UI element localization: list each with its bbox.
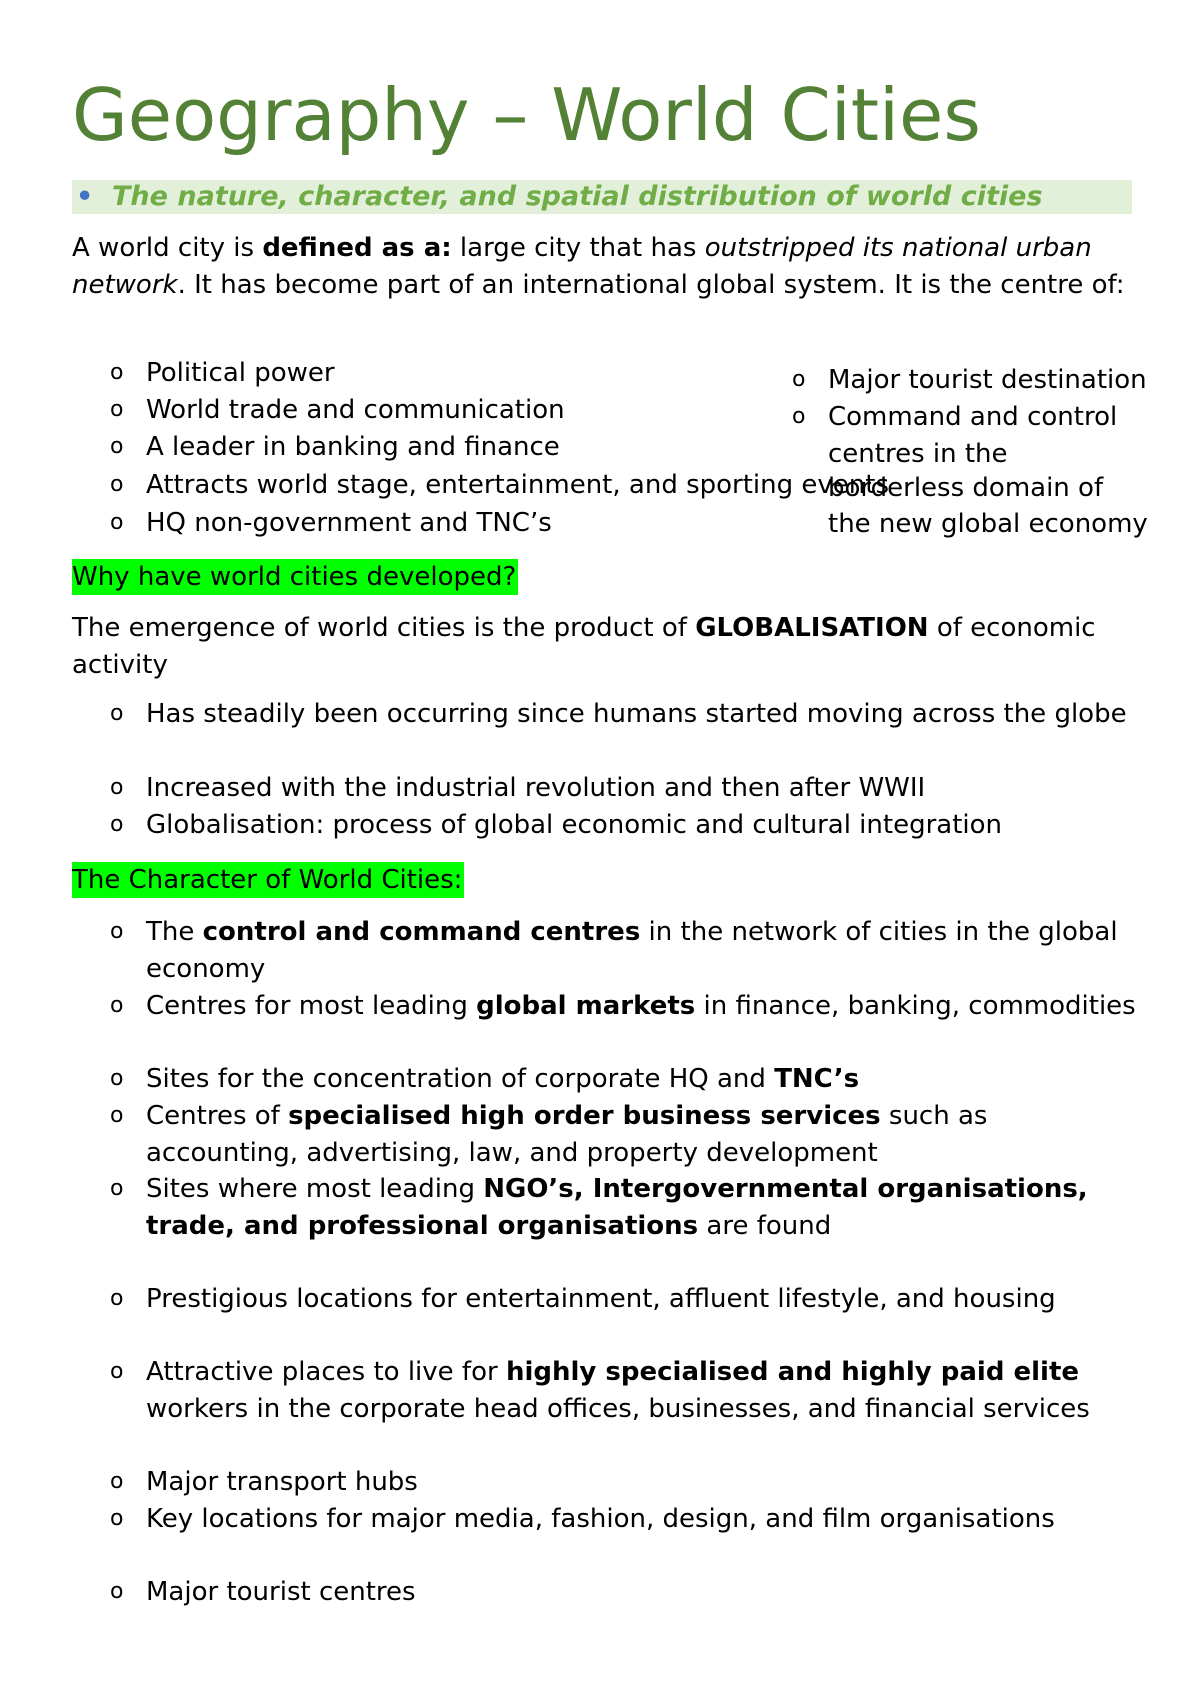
circle-bullet-icon: o — [110, 1579, 124, 1604]
circle-bullet-icon: o — [110, 701, 124, 726]
definition-paragraph: A world city is defined as a: large city that has outstripped its national urban network. It has become part of an international global system. It is the centre of: — [72, 233, 1125, 300]
circle-bullet-icon: o — [110, 919, 124, 944]
circle-bullet-icon: o — [792, 404, 806, 429]
circle-bullet-icon: o — [110, 1066, 124, 1091]
circle-bullet-icon: o — [110, 397, 124, 422]
section-heading-why: Why have world cities developed? — [72, 559, 518, 595]
circle-bullet-icon: o — [110, 1359, 124, 1384]
circle-bullet-icon: o — [110, 1103, 124, 1128]
subheading — [72, 180, 1132, 214]
circle-bullet-icon: o — [792, 367, 806, 392]
subheading-text: The nature, character, and spatial distribution of world cities — [112, 181, 1043, 212]
circle-bullet-icon: o — [110, 472, 124, 497]
circle-bullet-icon: o — [110, 434, 124, 459]
circle-bullet-icon: o — [110, 812, 124, 837]
globalisation-paragraph: The emergence of world cities is the product of GLOBALISATION of economic activity — [72, 613, 1096, 680]
page-title: Geography – World Cities — [72, 73, 981, 157]
bullet-icon: • — [76, 181, 94, 212]
circle-bullet-icon: o — [110, 1286, 124, 1311]
circle-bullet-icon: o — [110, 360, 124, 385]
circle-bullet-icon: o — [110, 1506, 124, 1531]
circle-bullet-icon: o — [110, 1469, 124, 1494]
circle-bullet-icon: o — [110, 775, 124, 800]
circle-bullet-icon: o — [110, 1176, 124, 1201]
section-heading-character: The Character of World Cities: — [72, 862, 464, 898]
circle-bullet-icon: o — [110, 993, 124, 1018]
circle-bullet-icon: o — [110, 510, 124, 535]
